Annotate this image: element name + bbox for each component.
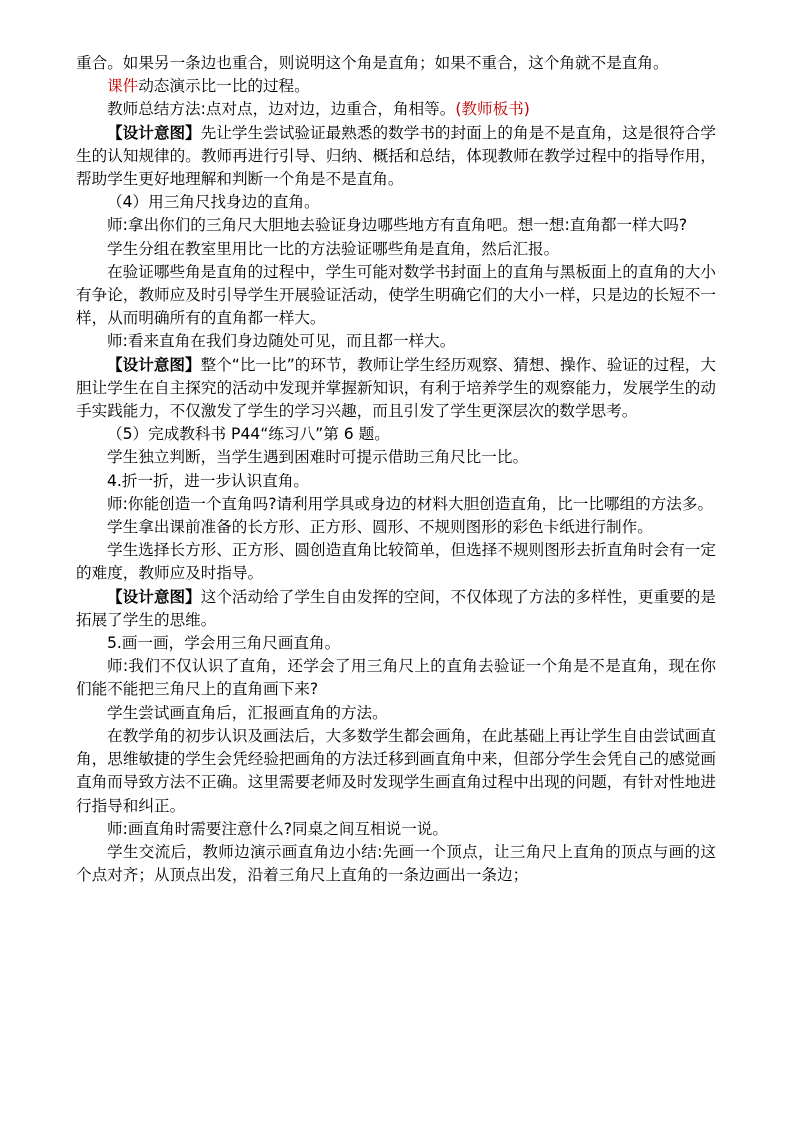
- paragraph-text: 师:你能创造一个直角吗?请利用学具或身边的材料大胆创造直角，比一比哪组的方法多。: [107, 494, 714, 513]
- paragraph-p3: [76, 98, 716, 121]
- paragraph-p10: [76, 354, 716, 424]
- design-intent-label: 【设计意图】: [107, 355, 201, 374]
- paragraph-text: 教师总结方法:点对点，边对边，边重合，角相等。: [107, 100, 456, 119]
- paragraph-text: 学生拿出课前准备的长方形、正方形、圆形、不规则图形的彩色卡纸进行制作。: [107, 518, 653, 537]
- paragraph-p15: [76, 516, 716, 539]
- paragraph-text: 这个活动给了学生自由发挥的空间，不仅体现了方法的多样性，更重要的是拓展了学生的思维。: [76, 587, 716, 629]
- paragraph-p21: [76, 725, 716, 818]
- paragraph-text: 4.折一折，进一步认识直角。: [107, 471, 310, 490]
- paragraph-p6: [76, 214, 716, 237]
- paragraph-text: 在教学角的初步认识及画法后，大多数学生都会画角，在此基础上再让学生自由尝试画直角，思维敏捷的学生会凭经验把画角的方法迁移到画直角中来，但部分学生会凭自己的感觉画直角而导致方法不正确。这里需要老师及时发现学生画直角过程中出现的问题，有针对性地进行指导和纠正。: [76, 726, 716, 815]
- paragraph-p8: [76, 261, 716, 331]
- paragraph-p17: [76, 586, 716, 632]
- paragraph-p2: [76, 75, 716, 98]
- paragraph-p14: [76, 493, 716, 516]
- paragraph-p7: [76, 238, 716, 261]
- paragraph-text: （4）用三角尺找身边的直角。: [107, 193, 320, 212]
- paragraph-text: 先让学生尝试验证最熟悉的数学书的封面上的角是不是直角，这是很符合学生的认知规律的。教师再进行引导、归纳、概括和总结，体现教师在教学过程中的指导作用，帮助学生更好地理解和判断一个角是不是直角。: [76, 123, 716, 189]
- design-intent-label: 【设计意图】: [107, 123, 201, 142]
- paragraph-p11: [76, 423, 716, 446]
- paragraph-text: 师:我们不仅认识了直角，还学会了用三角尺上的直角去验证一个角是不是直角，现在你们能不能把三角尺上的直角画下来?: [76, 657, 716, 699]
- paragraph-text: 学生独立判断，当学生遇到困难时可提示借助三角尺比一比。: [107, 448, 529, 467]
- paragraph-p12: [76, 446, 716, 469]
- paragraph-p4: [76, 122, 716, 192]
- paragraph-text: 5.画一画，学会用三角尺画直角。: [107, 634, 341, 653]
- highlight-text: 课件: [107, 77, 139, 96]
- paragraph-p9: [76, 330, 716, 353]
- paragraph-p18: [76, 632, 716, 655]
- paragraph-text: 动态演示比一比的过程。: [138, 77, 310, 96]
- document-page: [76, 52, 716, 887]
- paragraph-text: 学生分组在教室里用比一比的方法验证哪些角是直角，然后汇报。: [107, 239, 560, 258]
- paragraph-text: 整个“比一比”的环节，教师让学生经历观察、猜想、操作、验证的过程，大胆让学生在自主探究的活动中发现并掌握新知识，有利于培养学生的观察能力，发展学生的动手实践能力，不仅激发了学生的学习兴趣，而且引发了学生更深层次的数学思考。: [76, 355, 716, 421]
- paragraph-text: （5）完成教科书 P44“练习八”第 6 题。: [107, 425, 390, 444]
- design-intent-label: 【设计意图】: [107, 587, 201, 606]
- paragraph-p23: [76, 841, 716, 887]
- paragraph-p5: [76, 191, 716, 214]
- paragraph-p13: [76, 470, 716, 493]
- paragraph-p16: [76, 539, 716, 585]
- highlight-text: (教师板书): [455, 100, 530, 119]
- paragraph-text: 学生交流后，教师边演示画直角边小结:先画一个顶点，让三角尺上直角的顶点与画的这个点对齐；从顶点出发，沿着三角尺上直角的一条边画出一条边；: [76, 842, 716, 885]
- paragraph-text: 师:画直角时需要注意什么?同桌之间互相说一说。: [107, 819, 448, 838]
- paragraph-text: 学生选择长方形、正方形、圆创造直角比较简单，但选择不规则图形去折直角时会有一定的难度，教师应及时指导。: [76, 541, 716, 583]
- paragraph-p1: [76, 52, 716, 75]
- paragraph-p22: [76, 818, 716, 841]
- paragraph-text: 重合。如果另一条边也重合，则说明这个角是直角；如果不重合，这个角就不是直角。: [76, 54, 669, 72]
- paragraph-text: 在验证哪些角是直角的过程中，学生可能对数学书封面上的直角与黑板面上的直角的大小有争论，教师应及时引导学生开展验证活动，使学生明确它们的大小一样，只是边的长短不一样，从而明确所有的直角都一样大。: [76, 262, 716, 328]
- paragraph-p20: [76, 702, 716, 725]
- paragraph-text: 师:看来直角在我们身边随处可见，而且都一样大。: [107, 332, 456, 351]
- paragraph-text: 师:拿出你们的三角尺大胆地去验证身边哪些地方有直角吧。想一想:直角都一样大吗?: [107, 216, 688, 235]
- paragraph-p19: [76, 655, 716, 701]
- paragraph-text: 学生尝试画直角后，汇报画直角的方法。: [107, 703, 388, 722]
